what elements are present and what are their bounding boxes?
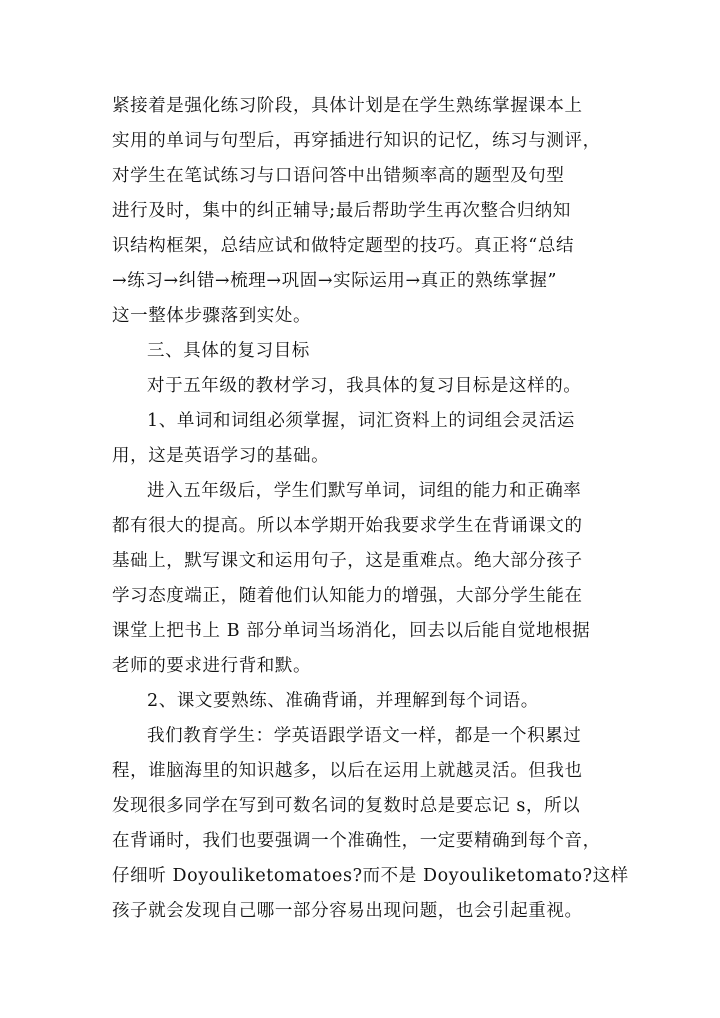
- body-text-line: 学习态度端正，随着他们认知能力的增强，大部分学生能在: [112, 586, 583, 606]
- body-text-line: →练习→纠错→梳理→巩固→实际运用→真正的熟练掌握”: [112, 271, 558, 291]
- body-text-line: 课堂上把书上 B 部分单词当场消化，回去以后能自觉地根据: [112, 621, 591, 641]
- body-text-line: 识结构框架，总结应试和做特定题型的技巧。真正将“总结: [112, 236, 575, 256]
- body-text-line: 进入五年级后，学生们默写单词，词组的能力和正确率: [147, 481, 582, 501]
- body-text-line: 程，谁脑海里的知识越多，以后在运用上就越灵活。但我也: [112, 761, 583, 781]
- body-text-line: 我们教育学生：学英语跟学语文一样，都是一个积累过: [147, 726, 582, 746]
- body-text-line: 老师的要求进行背和默。: [112, 656, 312, 676]
- body-text-line: 在背诵时，我们也要强调一个准确性，一定要精确到每个音，: [112, 831, 601, 851]
- body-text-line: 实用的单词与句型后，再穿插进行知识的记忆，练习与测评，: [112, 131, 601, 151]
- body-text-line: 对学生在笔试练习与口语问答中出错频率高的题型及句型: [112, 166, 565, 186]
- body-text-line: 这一整体步骤落到实处。: [112, 306, 312, 326]
- body-text-line: 用，这是英语学习的基础。: [112, 446, 330, 466]
- body-text-line: 孩子就会发现自己哪一部分容易出现问题，也会引起重视。: [112, 901, 583, 921]
- body-text-line: 紧接着是强化练习阶段，具体计划是在学生熟练掌握课本上: [112, 96, 583, 116]
- body-text-line: 发现很多同学在写到可数名词的复数时总是要忘记 s，所以: [112, 796, 581, 816]
- body-text-line: 都有很大的提高。所以本学期开始我要求学生在背诵课文的: [112, 516, 583, 536]
- section-heading: 三、具体的复习目标: [147, 341, 310, 361]
- list-item-heading: 2、课文要熟练、准确背诵，并理解到每个词语。: [147, 691, 539, 711]
- body-text-line: 进行及时，集中的纠正辅导;最后帮助学生再次整合归纳知: [112, 201, 571, 221]
- body-text-line: 基础上，默写课文和运用句子，这是重难点。绝大部分孩子: [112, 551, 583, 571]
- body-text-line: 仔细听 Doyouliketomatoes?而不是 Doyouliketomato?这样: [112, 866, 629, 886]
- list-item-heading: 1、单词和词组必须掌握，词汇资料上的词组会灵活运: [147, 411, 576, 431]
- body-text-line: 对于五年级的教材学习，我具体的复习目标是这样的。: [147, 376, 582, 396]
